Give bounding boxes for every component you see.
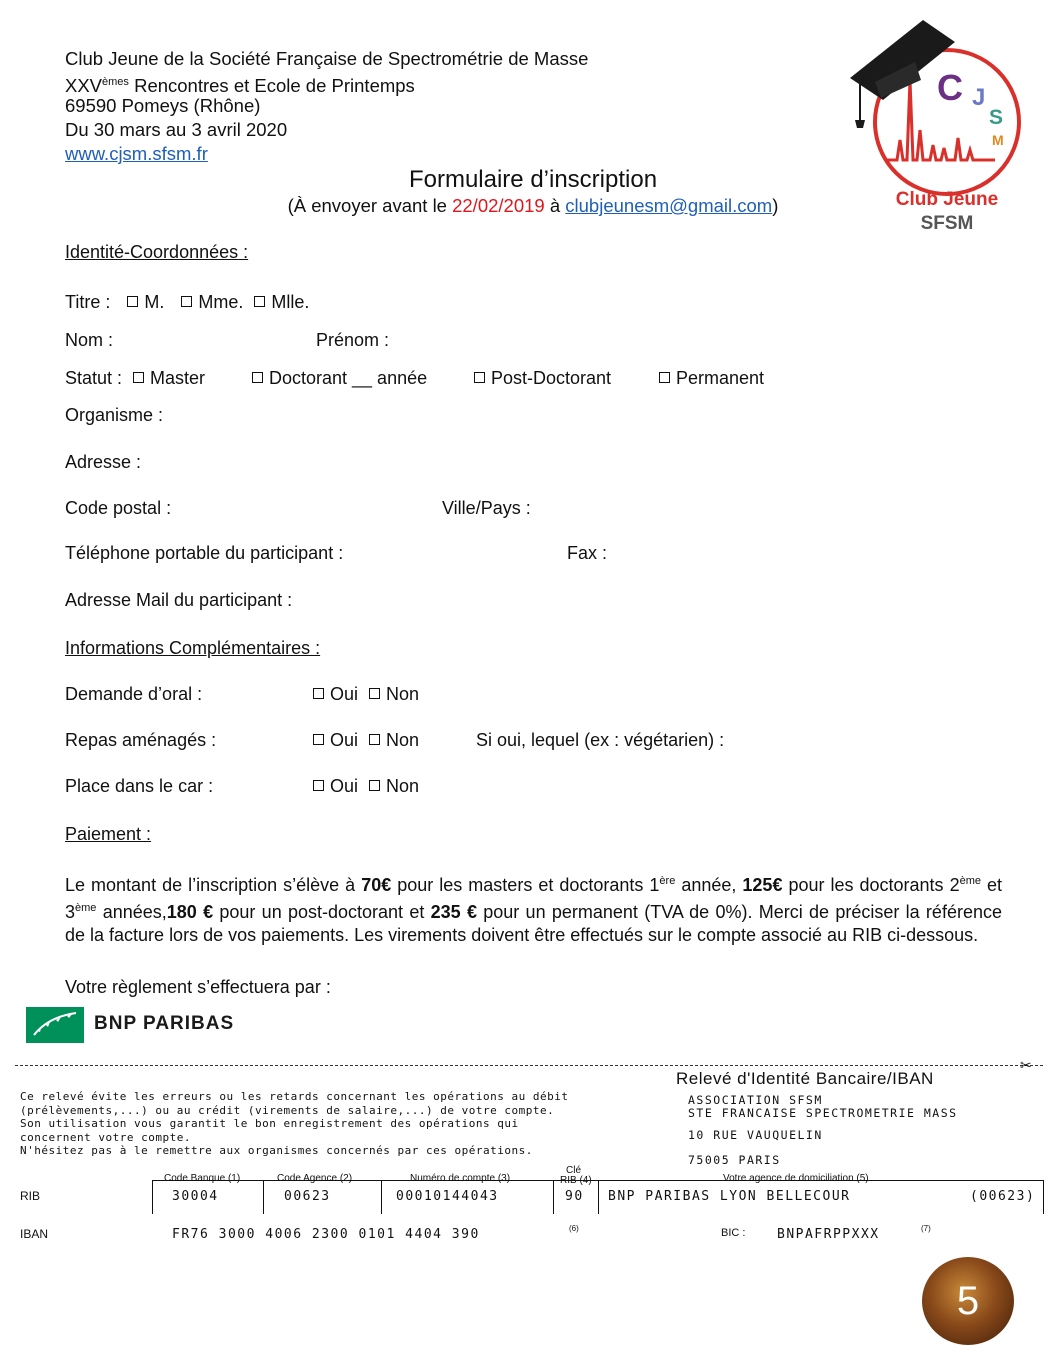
value-agence: BNP PARIBAS LYON BELLECOUR bbox=[608, 1189, 851, 1204]
note-6: (6) bbox=[569, 1224, 579, 1233]
car-label: Place dans le car : bbox=[65, 776, 214, 796]
non-label: Non bbox=[386, 776, 420, 796]
oral-label: Demande d’oral : bbox=[65, 684, 203, 704]
notice-line: Ce relevé évite les erreurs ou les retards concernant les opérations au débit bbox=[20, 1090, 569, 1103]
car-options bbox=[313, 776, 419, 797]
logo-name-1: Club Jeune bbox=[895, 189, 999, 210]
titre-option-label: Mme. bbox=[198, 292, 244, 312]
page-number: 5 bbox=[956, 1279, 980, 1323]
payment-text: pour un permanent (TVA de 0%). Merci de préciser la référence de la facture lors de vos paiements. Les virements doivent être effectués sur le compte associé au RIB ci-dessous. bbox=[65, 902, 1002, 945]
page-number-badge bbox=[922, 1257, 1014, 1345]
bnp-stars-icon bbox=[26, 1007, 84, 1043]
checkbox[interactable] bbox=[369, 734, 380, 745]
repas-non[interactable] bbox=[369, 730, 419, 750]
notice-line: Son utilisation vous garantit le bon enregistrement des opérations qui bbox=[20, 1117, 519, 1130]
header-line-4: Du 30 mars au 3 avril 2020 bbox=[65, 119, 288, 140]
sup: ère bbox=[659, 875, 676, 887]
titre-row bbox=[65, 292, 309, 313]
checkbox[interactable] bbox=[659, 372, 670, 383]
fax-label: Fax : bbox=[567, 543, 608, 563]
repas-oui[interactable] bbox=[313, 730, 358, 750]
payment-text: Le montant de l’inscription s’élève à bbox=[65, 875, 362, 895]
checkbox[interactable] bbox=[313, 780, 324, 791]
bnp-name: BNP PARIBAS bbox=[94, 1013, 235, 1034]
header-line-2-post: Rencontres et Ecole de Printemps bbox=[128, 75, 415, 97]
notice-line: concernent votre compte. bbox=[20, 1130, 191, 1144]
oui-label: Oui bbox=[330, 684, 359, 704]
payment-text: année, bbox=[675, 875, 743, 895]
titre-option-mme[interactable] bbox=[181, 292, 243, 312]
reglement-label: Votre règlement s’effectuera par : bbox=[65, 977, 331, 997]
adresse-label: Adresse : bbox=[65, 452, 142, 472]
statut-option-label: Master bbox=[150, 368, 206, 388]
subtitle-mid: à bbox=[544, 195, 566, 216]
website-link[interactable]: www.cjsm.sfsm.fr bbox=[65, 143, 208, 164]
checkbox[interactable] bbox=[133, 372, 144, 383]
holder-line: ASSOCIATION SFSM bbox=[688, 1093, 823, 1107]
rib-title: Relevé d'Identité Bancaire/IBAN bbox=[676, 1069, 934, 1088]
cut-line bbox=[15, 1065, 1043, 1066]
statut-label: Statut : bbox=[65, 368, 123, 388]
checkbox[interactable] bbox=[252, 372, 263, 383]
checkbox[interactable] bbox=[369, 780, 380, 791]
statut-option-label: Permanent bbox=[676, 368, 765, 388]
payment-text: et 3 bbox=[65, 875, 1003, 922]
price-master: 70€ bbox=[361, 875, 392, 895]
logo-letter-m: M bbox=[992, 132, 1004, 148]
rib-divider bbox=[553, 1180, 554, 1214]
value-bic: BNPAFRPPXXX bbox=[777, 1227, 880, 1242]
checkbox[interactable] bbox=[254, 296, 265, 307]
rib-notice bbox=[20, 1090, 568, 1158]
value-agence-code: (00623) bbox=[970, 1189, 1036, 1204]
holder-name bbox=[688, 1094, 958, 1120]
identity-heading: Identité-Coordonnées : bbox=[65, 242, 249, 262]
subtitle-post: ) bbox=[772, 195, 779, 216]
non-label: Non bbox=[386, 730, 420, 750]
logo-letter-s: S bbox=[989, 106, 1004, 129]
holder-street: 10 RUE VAUQUELIN bbox=[688, 1128, 823, 1142]
header-line-1: Club Jeune de la Société Française de Spectrométrie de Masse bbox=[65, 48, 589, 69]
label-code-agence: Code Agence (2) bbox=[277, 1173, 353, 1184]
oral-options bbox=[313, 684, 419, 705]
statut-option-postdoc[interactable] bbox=[474, 368, 611, 389]
nom-label: Nom : bbox=[65, 330, 114, 350]
rib-divider bbox=[598, 1180, 599, 1214]
car-non[interactable] bbox=[369, 776, 419, 796]
non-label: Non bbox=[386, 684, 420, 704]
logo-letter-j: J bbox=[972, 84, 986, 111]
payment-text: pour les masters et doctorants 1 bbox=[391, 875, 660, 895]
rib-divider bbox=[152, 1180, 153, 1214]
statut-option-doctorant[interactable] bbox=[252, 368, 427, 389]
note-7: (7) bbox=[921, 1224, 931, 1233]
repas-options bbox=[313, 730, 419, 751]
oui-label: Oui bbox=[330, 730, 359, 750]
label-cle-1: Clé bbox=[566, 1165, 582, 1176]
price-permanent: 235 € bbox=[430, 902, 477, 922]
form-subtitle bbox=[0, 195, 1058, 217]
value-code-agence: 00623 bbox=[284, 1189, 331, 1204]
header-line-2-pre: XXV bbox=[65, 75, 103, 97]
titre-label: Titre : bbox=[65, 292, 111, 312]
sup: ème bbox=[959, 875, 981, 887]
label-iban: IBAN bbox=[20, 1227, 49, 1241]
mail-label: Adresse Mail du participant : bbox=[65, 590, 293, 610]
form-title: Formulaire d’inscription bbox=[408, 166, 658, 193]
bnp-logo-square bbox=[26, 1007, 84, 1043]
ville-label: Ville/Pays : bbox=[442, 498, 531, 518]
value-numero-compte: 00010144043 bbox=[396, 1189, 499, 1204]
payment-text: pour un post-doctorant et bbox=[213, 902, 431, 922]
rib-divider bbox=[1043, 1180, 1044, 1214]
scissors-icon: ✂ bbox=[1020, 1057, 1032, 1073]
deadline-date: 22/02/2019 bbox=[452, 195, 545, 216]
label-bic: BIC : bbox=[721, 1227, 746, 1239]
checkbox[interactable] bbox=[313, 734, 324, 745]
header-line-3: 69590 Pomeys (Rhône) bbox=[65, 95, 261, 116]
checkbox[interactable] bbox=[474, 372, 485, 383]
checkbox[interactable] bbox=[369, 688, 380, 699]
label-rib: RIB bbox=[20, 1189, 41, 1203]
label-cle-2: RIB (4) bbox=[560, 1175, 592, 1186]
payment-text: pour les doctorants 2 bbox=[782, 875, 960, 895]
header-line-2-sup: èmes bbox=[102, 76, 129, 88]
checkbox[interactable] bbox=[181, 296, 192, 307]
statut-option-permanent[interactable] bbox=[659, 368, 764, 389]
car-oui[interactable] bbox=[313, 776, 358, 796]
subtitle-pre: (À envoyer avant le bbox=[287, 195, 453, 216]
value-iban: FR76 3000 4006 2300 0101 4404 390 bbox=[172, 1227, 480, 1242]
logo-name-2: SFSM bbox=[920, 213, 974, 234]
oui-label: Oui bbox=[330, 776, 359, 796]
price-postdoc: 180 € bbox=[166, 902, 214, 922]
repas-question: Si oui, lequel (ex : végétarien) : bbox=[476, 730, 725, 750]
holder-line: STE FRANCAISE SPECTROMETRIE MASS bbox=[688, 1106, 958, 1120]
titre-option-mlle[interactable] bbox=[254, 292, 309, 312]
notice-line: N'hésitez pas à le remettre aux organismes concernés par ces opérations. bbox=[20, 1144, 533, 1157]
price-doctorant: 125€ bbox=[742, 875, 783, 895]
rib-divider bbox=[381, 1180, 382, 1214]
titre-option-m[interactable] bbox=[127, 292, 164, 312]
label-agence: Votre agence de domiciliation (5) bbox=[723, 1173, 869, 1184]
oral-non[interactable] bbox=[369, 684, 419, 704]
notice-line: (prélèvements,...) ou au crédit (virements de salaire,...) de votre compte. bbox=[20, 1103, 555, 1117]
code-postal-label: Code postal : bbox=[65, 498, 172, 518]
checkbox[interactable] bbox=[313, 688, 324, 699]
payment-heading: Paiement : bbox=[65, 824, 152, 844]
label-numero-compte: Numéro de compte (3) bbox=[410, 1173, 511, 1184]
email-link[interactable]: clubjeunesm@gmail.com bbox=[565, 195, 773, 216]
holder-city: 75005 PARIS bbox=[688, 1153, 781, 1167]
repas-label: Repas aménagés : bbox=[65, 730, 217, 750]
logo-letter-c: C bbox=[937, 67, 963, 108]
payment-text: années, bbox=[96, 902, 167, 922]
telephone-label: Téléphone portable du participant : bbox=[65, 543, 344, 563]
organisme-label: Organisme : bbox=[65, 405, 164, 425]
titre-option-label: Mlle. bbox=[271, 292, 310, 312]
value-code-banque: 30004 bbox=[172, 1189, 219, 1204]
label-code-banque: Code Banque (1) bbox=[164, 1173, 241, 1184]
sup: ème bbox=[75, 902, 97, 914]
rib-divider bbox=[263, 1180, 264, 1214]
checkbox[interactable] bbox=[127, 296, 138, 307]
statut-option-master[interactable] bbox=[133, 368, 205, 389]
oral-oui[interactable] bbox=[313, 684, 358, 704]
prenom-label: Prénom : bbox=[316, 330, 390, 350]
value-cle: 90 bbox=[565, 1189, 584, 1204]
payment-paragraph bbox=[65, 870, 1002, 947]
complementary-heading: Informations Complémentaires : bbox=[65, 638, 321, 658]
titre-option-label: M. bbox=[144, 292, 165, 312]
statut-option-label: Doctorant __ année bbox=[269, 368, 428, 388]
statut-option-label: Post-Doctorant bbox=[491, 368, 612, 388]
